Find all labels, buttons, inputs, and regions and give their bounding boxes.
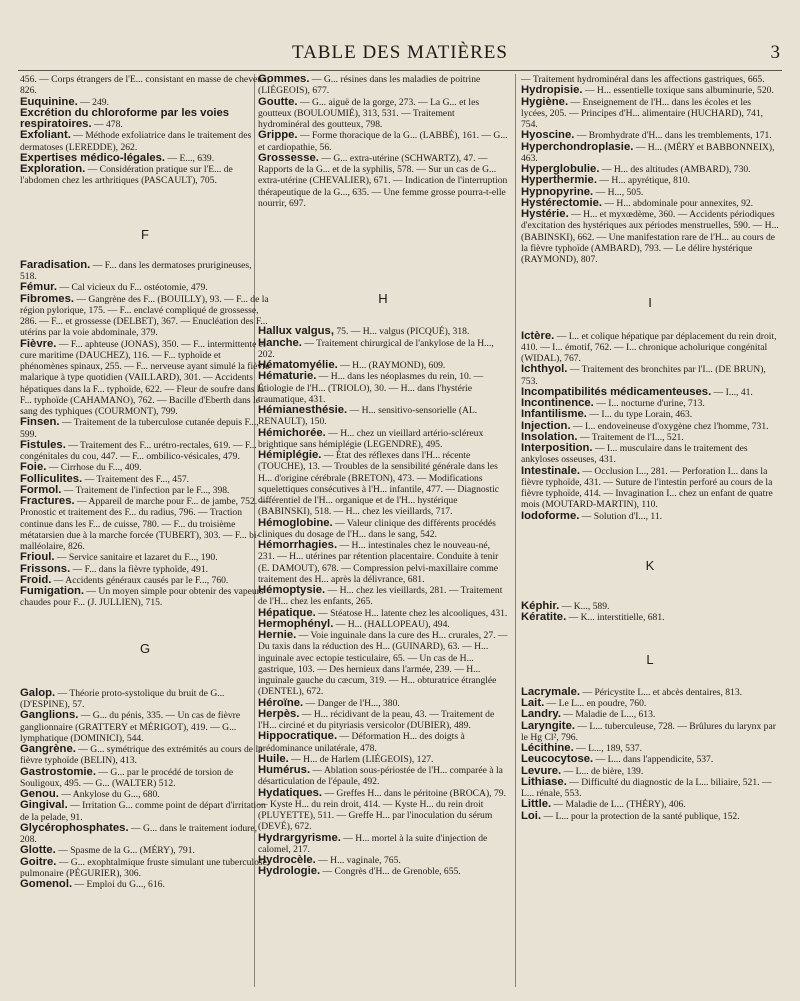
entry-headword: Lécithine. (521, 742, 574, 754)
entry-headword: Hanche. (258, 336, 302, 349)
index-entry (258, 405, 508, 428)
index-entry (521, 511, 779, 522)
entry-headword: Hémoptysie. (258, 584, 326, 596)
index-entry (20, 339, 270, 418)
entry-headword: Gommes. (258, 74, 310, 85)
entry-text: — Enseignement de l'H... dans les écoles et les lycées, 205. — Principes d'H... alimentaire (HUCHARD), 741, 754. (521, 96, 764, 130)
entry-text: — Considération pratique sur l'E... de l'abdomen chez les arthritiques (PASCAULT), 705. (20, 164, 233, 187)
entry-text: — Spasme de la G... (MÉRY), 791. (58, 845, 195, 857)
entry-headword: Expertises médico-légales. (20, 151, 166, 164)
entry-headword: Glotte. (20, 844, 56, 857)
page-number: 3 (770, 42, 780, 63)
entry-text: — I... endoveineuse d'oxygène chez l'homme, 731. (573, 420, 769, 432)
index-entry (20, 417, 270, 440)
entry-headword: Ganglions. (20, 709, 79, 722)
section-spacer (521, 309, 779, 331)
entry-headword: Hystérie. (521, 208, 569, 220)
entry-headword: Intestinale. (521, 464, 581, 477)
entry-headword: Képhir. (521, 600, 560, 612)
index-entry (258, 731, 508, 754)
entry-text: — H... chez un vieillard artério-scléreux brightique sans hémiplégie (LEGENDRE), 495. (258, 427, 484, 450)
entry-headword: Hémiplégie. (258, 449, 322, 461)
index-entry (521, 799, 779, 810)
entry-text: — G... aiguë de la gorge, 273. — La G... et les goutteux (BOULOUMIÉ), 313, 531. — Traitement hydrominéral des goutteux, 798. (258, 96, 480, 130)
entry-text: — 478. (94, 119, 123, 130)
entry-headword: Foie. (20, 461, 47, 474)
entry-text: — G... résines dans les maladies de poitrine (LIÉGEOIS), 677. (258, 74, 481, 97)
entry-text: — Cirrhose du F..., 409. (48, 462, 142, 474)
entry-headword: Hernie. (258, 629, 297, 641)
entry-text: — Solution d'I..., 11. (581, 510, 663, 522)
entry-headword: Hémianesthésie. (258, 404, 348, 416)
entry-text: — H... apyrétique, 810. (599, 175, 690, 187)
entry-headword: Fémur. (20, 281, 58, 294)
entry-headword: Hydrargyrisme. (258, 831, 341, 844)
entry-text: — Greffes H... dans le péritoine (BROCA), 79. — Kyste H... du rein droit, 414. — Kyste H... du rein droit (PLUYETTE), 511. — Greffe H... par l'inoculation du sérum (DEVÉ), 672. (258, 787, 506, 833)
entry-text: — I... nocturne d'urine, 713. (596, 398, 705, 409)
entry-headword: Incontinence. (521, 397, 594, 409)
index-entry (521, 687, 779, 698)
section-spacer (258, 209, 508, 293)
entry-text: 75. — H... valgus (PICQUÉ), 318. (336, 326, 470, 338)
entry-headword: Hyperchondroplasie. (521, 140, 634, 153)
section-spacer (20, 609, 270, 643)
entry-text: — F... dans les dermatoses prurigineuses, 518. (20, 259, 252, 282)
entry-text: — G... symétrique des extrémités au cours de la fièvre typhoïde (BELIN), 413. (20, 744, 263, 767)
index-entry (20, 767, 270, 790)
entry-headword: Levure. (521, 764, 562, 777)
index-entry (521, 466, 779, 511)
entry-headword: Hépatique. (258, 606, 316, 619)
index-entry (258, 630, 508, 698)
entry-headword: Froid. (20, 573, 52, 586)
entry-text: — Accidents généraux causés par le F..., 760. (53, 574, 229, 586)
index-entry (20, 260, 270, 283)
entry-text: — H... dans les néoplasmes du rein, 10. — Étiologie de l'H... (TRIOLO), 30. — H... dans l'hystérie traumatique, 431. (258, 371, 484, 405)
index-entry (20, 130, 270, 153)
entry-headword: Injection. (521, 419, 571, 432)
entry-headword: Huile. (258, 752, 289, 765)
entry-headword: Insolation. (521, 430, 578, 443)
entry-text: — F... dans la fièvre typhoïde, 491. (72, 563, 209, 575)
index-entry (521, 721, 779, 744)
entry-text: — L... tuberculeuse, 728. — Brûlures du larynx par le Hg Cl², 796. (521, 720, 776, 743)
entry-headword: Lait. (521, 697, 545, 709)
entry-text: — L... pour la protection de la santé publique, 152. (543, 810, 740, 822)
entry-headword: Loi. (521, 809, 542, 822)
index-entry (20, 586, 270, 609)
entry-text: — H... de Harlem (LIÉGEOIS), 127. (291, 753, 434, 765)
entry-text: — Le L... en poudre, 760. (546, 698, 647, 709)
entry-text: — H... intestinales chez le nouveau-né, 231. — H... utérines par rétention placentaire. Conduite à tenir (E. DAMOUT), 678. — Compression pelvi-maxillaire comme traitement des H... après la délivrance, 681. (258, 540, 499, 585)
entry-headword: Hyperglobulie. (521, 163, 600, 175)
entry-headword: Grossesse. (258, 151, 319, 164)
entry-headword: Hématurie. (258, 370, 317, 383)
index-entry (521, 209, 779, 265)
section-spacer (20, 654, 270, 688)
entry-text: — Occlusion I..., 281. — Perforation I... dans la fièvre typhoïde, 431. — Suture de l'intestin perforé au cours de la fièvre typhoïde, 414. — Invagination I... chez un enfant de quatre mois (MOUTARD-MARTIN), 110. (521, 465, 773, 511)
entry-headword: Infantilisme. (521, 408, 587, 421)
entry-headword: Goitre. (20, 855, 57, 868)
entry-headword: Frioul. (20, 551, 55, 564)
entry-text: — I... musculaire dans le traitement des ankyloses osseuses, 431. (521, 443, 748, 466)
entry-text: — Traitement de l'I..., 521. (579, 431, 684, 443)
entry-headword: Euquinine. (20, 95, 78, 108)
entry-headword: Hydrocèle. (258, 854, 316, 866)
section-spacer (20, 240, 270, 260)
entry-headword: Fumigation. (20, 585, 85, 597)
index-entry (258, 371, 508, 405)
section-spacer (521, 665, 779, 687)
entry-text: — G... exophtalmique fruste simulant une tuberculose pulmonaire (PÉGURIER), 306. (20, 856, 267, 879)
entry-text: — Cal vicieux du F... ostéotomie, 479. (59, 282, 208, 294)
entry-headword: Galop. (20, 686, 56, 699)
entry-headword: Hyperthermie. (521, 174, 597, 187)
entry-headword: Fièvre. (20, 337, 57, 350)
entry-text: — Traitement hydrominéral dans les affections gastriques, 665. (521, 74, 765, 85)
entry-text: — H... essentielle toxique sans albuminurie, 520. (584, 85, 774, 97)
entry-text: — L..., 189, 537. (576, 743, 642, 754)
section-letter: L (646, 651, 654, 667)
entry-headword: Hippocratique. (258, 730, 338, 743)
index-entry (20, 879, 270, 890)
entry-text: — Appareil de marche pour F... de jambe, 752. — Pronostic et traitement des F... du radius, 796. — Traction continue dans les F... de cuisse, 780. — F... du troisième métatarsien due à la marche forcée (TUBERT), 303. — F... bi-malléolaire, 826. (20, 496, 270, 552)
entry-headword: Hermophényl. (258, 617, 334, 630)
entry-headword: Hypnopyrine. (521, 185, 594, 198)
section-letter: F (141, 226, 149, 242)
entry-text: — Traitement chirurgical de l'ankylose de la H..., 202. (258, 337, 494, 360)
entry-text: 456. — Corps étrangers de l'E... consistant en masse de cheveux, 826. (20, 74, 270, 97)
entry-text: — État des réflexes dans l'H... récente (TOUCHE), 13. — Troubles de la sensibilité générale dans les H... d'origine cérébrale (BRETON), 473. — Modifications squelettiques consécutives à l'H... infantile, 477. — Diagnostic différentiel de l'H... organique et de l'H... hystérique (BABINSKI), 518. — H... chez les vieillards, 717. (258, 450, 499, 518)
entry-headword: Formol. (20, 483, 62, 496)
entry-headword: Frissons. (20, 562, 71, 575)
entry-headword: Gastrostomie. (20, 765, 96, 778)
index-entry (258, 153, 508, 209)
entry-text: — Traitement de l'infection par le F..., 398. (63, 484, 230, 496)
index-entry (258, 866, 508, 877)
entry-headword: Excrétion du chloroforme par les voies respiratoires. (20, 106, 230, 130)
entry-text: — I... et colique hépatique par déplacement du rein droit, 410. — I... émotif, 762. — I... chronique acholurique congénital (WIDAL), 767. (521, 330, 777, 364)
entry-text: — Danger de l'H..., 380. (305, 697, 400, 709)
entry-headword: Lithiase. (521, 775, 567, 788)
entry-text: — H... récidivant de la peau, 43. — Traitement de l'H... circiné et du pityriasis versicolor (DUBIER), 489. (258, 708, 495, 731)
entry-headword: Glycérophosphates. (20, 821, 129, 834)
entry-text: — H... abdominale pour annexites, 92. (604, 197, 754, 209)
entry-text: — H... (HALLOPEAU), 494. (335, 618, 450, 630)
index-entry (258, 540, 508, 585)
index-entry (258, 788, 508, 833)
entry-headword: Fistules. (20, 438, 66, 451)
entry-headword: Hallux valgus, (258, 325, 334, 338)
entry-text: — G... dans le traitement iodure, 208. (20, 822, 258, 845)
entry-text: — Service sanitaire et lazaret du F..., 190. (56, 552, 218, 564)
section-spacer (521, 624, 779, 654)
entry-headword: Humérus. (258, 764, 311, 776)
entry-text: — Stéatose H... latente chez les alcooliques, 431. (318, 607, 508, 619)
entry-text: — Ankylose du G..., 680. (61, 789, 160, 800)
index-entry (521, 612, 779, 623)
section-spacer (521, 265, 779, 297)
page-header (18, 38, 782, 66)
index-entry (521, 364, 779, 387)
index-entry (521, 777, 779, 800)
entry-headword: Héroïne. (258, 696, 304, 709)
entry-text: — L... dans l'appendicite, 537. (595, 754, 714, 766)
entry-text: — H... vaginale, 765. (318, 855, 401, 866)
index-entry-continuation (20, 74, 270, 97)
entry-headword: Folliculites. (20, 472, 83, 485)
index-entry (258, 338, 508, 361)
entry-headword: Leucocytose. (521, 753, 594, 766)
index-column-3 (521, 74, 779, 991)
section-letter: K (645, 557, 655, 573)
entry-text: — Maladie de L..., 613. (563, 709, 656, 721)
entry-headword: Exploration. (20, 163, 86, 175)
entry-text: — Traitement des bronchites par l'I... (DE BRUN), 753. (521, 364, 766, 387)
entry-headword: Gomenol. (20, 878, 73, 890)
entry-text: — F... aphteuse (JONAS), 350. — F... intermittente et cure maritime (DAUCHEZ), 116. — F... typhoïde et phénomènes spinaux, 255. — F... nerveuse ayant simulé la fièvre malarique à type quotidien (VAILLARD), 301. — Accidents hépatiques dans la F... typhoïde, 622. — Fleur de soufre dans la F... typhoïde (CAHAMANO), 762. — Bacille d'Eberth dans le sang des typhiques (COURMONT), 799. (20, 338, 270, 417)
entry-text: — G... extra-utérine (SCHWARTZ), 47. — Rapports de la G... et de la syphilis, 578. — Sur un cas de G... extra-utérine (CHEVALIER), 671. — Indication de l'interruption thérapeutique de la G..., 635. — Une femme grosse pourra-t-elle nourrir, 697. (258, 152, 508, 209)
entry-text: — H... (MÉRY et BABBONNEIX), 463. (521, 141, 775, 164)
index-entry (20, 564, 270, 575)
index-entry (258, 765, 508, 788)
entry-text: — Gangrène des F... (BOUILLY), 93. — F... de la région pylorique, 175. — F... enclavé compliqué de grossesse, 286. — F... et grossesse (DELBET), 367. — Enucléation des F... utérins par la voie abdominale, 379. (20, 293, 269, 339)
entry-text: — Congrès d'H... de Grenoble, 655. (322, 866, 461, 878)
entry-text: — I..., 41. (713, 386, 753, 398)
entry-headword: Hyoscine. (521, 129, 575, 142)
entry-text: — H... chez les vieillards, 281. — Traitement de l'H... chez les enfants, 265. (258, 585, 503, 608)
entry-text: — Difficulté du diagnostic de la L... biliaire, 521. — L... rénale, 553. (521, 776, 772, 799)
index-entry (258, 518, 508, 541)
entry-headword: Lacrymale. (521, 685, 581, 698)
entry-text: — Forme thoracique de la G... (LABBÉ), 161. — G... et cardiopathie, 56. (258, 130, 508, 153)
entry-text: — Péricystite L... et abcès dentaires, 813. (582, 686, 743, 698)
entry-text: — H... sensitivo-sensorielle (AL. RENAULT), 150. (258, 405, 478, 428)
index-entry (20, 744, 270, 767)
index-entry (258, 450, 508, 518)
entry-text: — Valeur clinique des différents procédés cliniques du dosage de l'H... dans le sang, 542. (258, 517, 496, 540)
entry-text: — Traitement des F..., 457. (84, 473, 190, 485)
index-entry (258, 709, 508, 732)
index-entry (20, 164, 270, 187)
entry-headword: Landry. (521, 708, 561, 721)
entry-headword: Hématomyélie. (258, 359, 338, 371)
entry-headword: Herpès. (258, 707, 300, 720)
entry-text: — Traitement de la tuberculose cutanée depuis F..., 599. (20, 417, 259, 440)
entry-text: — Voie inguinale dans la cure des H... crurales, 27. — Du taxis dans la réduction des H... (GUINARD), 63. — H... inguinale avec ectopie testiculaire, 65. — Un cas de H... gastrique, 103. — Des hernieux dans l'armée, 239. — H... inguinale gauche du cæcum, 319. — H... obturatrice étranglée (DENTEL), 672. (258, 630, 508, 698)
section-spacer (258, 304, 508, 326)
index-entry (521, 142, 779, 165)
entry-headword: Hydrologie. (258, 865, 321, 878)
entry-headword: Laryngite. (521, 719, 575, 732)
index-entry (258, 74, 508, 97)
entry-text: — Méthode exfoliatrice dans le traitement des dermatoses (LEREDDE), 262. (20, 130, 252, 153)
entry-headword: Genou. (20, 788, 59, 800)
entry-text: — H... des altitudes (AMBARD), 730. (601, 164, 751, 175)
entry-headword: Finsen. (20, 416, 60, 429)
entry-headword: Goutte. (258, 95, 298, 108)
entry-text: — Un moyen simple pour obtenir des vapeurs chaudes pour F... (J. JULLIEN), 715. (20, 586, 264, 609)
entry-text: — E..., 639. (167, 152, 215, 164)
index-entry (20, 294, 270, 339)
entry-text: — H... et myxœdème, 360. — Accidents périodiques d'excitation des hystériques aux périodes menstruelles, 590. — H... (BABINSKI), 662. — Une manifestation rare de l'H... au cours de la fièvre typhoïde (AMBARD), 793. — Le délire hystérique (RAYMOND), 807. (521, 209, 779, 265)
entry-headword: Hémichorée. (258, 426, 326, 439)
column-divider (515, 74, 516, 987)
section-letter: G (139, 640, 151, 656)
entry-text: — Déformation H... des doigts à prédominance unilatérale, 478. (258, 731, 465, 754)
index-entry (258, 130, 508, 153)
section-spacer (20, 187, 270, 229)
index-column-1 (20, 74, 270, 991)
entry-headword: Hystérectomie. (521, 196, 602, 209)
entry-headword: Hydatiques. (258, 786, 323, 799)
entry-headword: Grippe. (258, 129, 298, 142)
entry-headword: Exfoliant. (20, 129, 71, 142)
entry-headword: Ichthyol. (521, 363, 568, 376)
header-rule (18, 70, 782, 71)
entry-headword: Gangrène. (20, 743, 76, 755)
index-entry (521, 443, 779, 466)
entry-headword: Interposition. (521, 442, 593, 454)
entry-headword: Incompatibilités médicamenteuses. (521, 385, 712, 398)
index-entry (20, 688, 270, 711)
index-entry (258, 833, 508, 856)
entry-text: — Bromhydrate d'H... dans les tremblements, 171. (576, 130, 772, 142)
entry-text: — Emploi du G..., 616. (74, 879, 165, 890)
index-entry (20, 845, 270, 856)
entry-headword: Kératite. (521, 611, 567, 624)
entry-text: — Irritation G... comme point de départ d'irritation de la pelade, 91. (20, 800, 266, 823)
entry-text: — H..., 505. (595, 186, 644, 198)
index-entry (521, 97, 779, 131)
entry-headword: Fractures. (20, 495, 75, 507)
entry-text: — L... de bière, 139. (563, 765, 644, 777)
index-entry (20, 496, 270, 552)
entry-headword: Hydropisie. (521, 84, 583, 97)
index-entry (20, 710, 270, 744)
entry-headword: Faradisation. (20, 258, 91, 271)
entry-headword: Hémoglobine. (258, 516, 333, 529)
entry-headword: Hygiène. (521, 95, 569, 108)
index-column-2 (258, 74, 508, 991)
entry-text: — Théorie proto-systolique du bruit de G... (D'ESPINE), 57. (20, 687, 225, 710)
index-entry (20, 108, 270, 131)
index-entry (258, 428, 508, 451)
index-entry (521, 331, 779, 365)
entry-text: — 249. (80, 96, 109, 108)
section-letter: H (378, 291, 388, 306)
entry-headword: Gingival. (20, 799, 68, 812)
index-entry (521, 811, 779, 822)
entry-text: — H... mortel à la suite d'injection de calomel, 217. (258, 832, 488, 855)
index-entry (20, 823, 270, 846)
entry-headword: Iodoforme. (521, 509, 580, 522)
entry-text: — H... (RAYMOND), 609. (340, 360, 446, 371)
index-entry (258, 97, 508, 131)
index-entry (20, 857, 270, 880)
page-title: TABLE DES MATIÈRES (292, 42, 508, 63)
section-letter: I (648, 295, 652, 311)
entry-text: — G... du pénis, 335. — Un cas de fièvre ganglionnaire (GRATTERY et MÉRIGOT), 419. — G... lymphatique (DOMINICI), 544. (20, 710, 241, 744)
index-entry (20, 440, 270, 463)
entry-text: — K..., 589. (561, 601, 610, 612)
entry-text: — Ablation sous-périostée de l'H... comparée à la désarticulation de l'épaule, 492. (258, 765, 503, 788)
index-entry (20, 800, 270, 823)
entry-text: — K... interstitielle, 681. (568, 612, 665, 624)
entry-headword: Ictère. (521, 329, 555, 342)
entry-text: — Traitement des F... urétro-rectales, 619. — F... congénitales du cou, 447. — F... ombilico-vésicales, 479. (20, 439, 257, 462)
entry-text: — Maladie de L... (THÉRY), 406. (553, 799, 686, 811)
entry-text: — G... par le procédé de torsion de Souligoux, 495. — G... (WALTER) 512. (20, 766, 234, 789)
index-entry (258, 585, 508, 608)
entry-headword: Little. (521, 798, 552, 811)
section-spacer (521, 522, 779, 560)
section-spacer (521, 571, 779, 601)
entry-headword: Fibromes. (20, 292, 74, 305)
entry-headword: Hémorrhagies. (258, 539, 338, 551)
entry-text: — I... du type Lorain, 463. (589, 409, 693, 421)
